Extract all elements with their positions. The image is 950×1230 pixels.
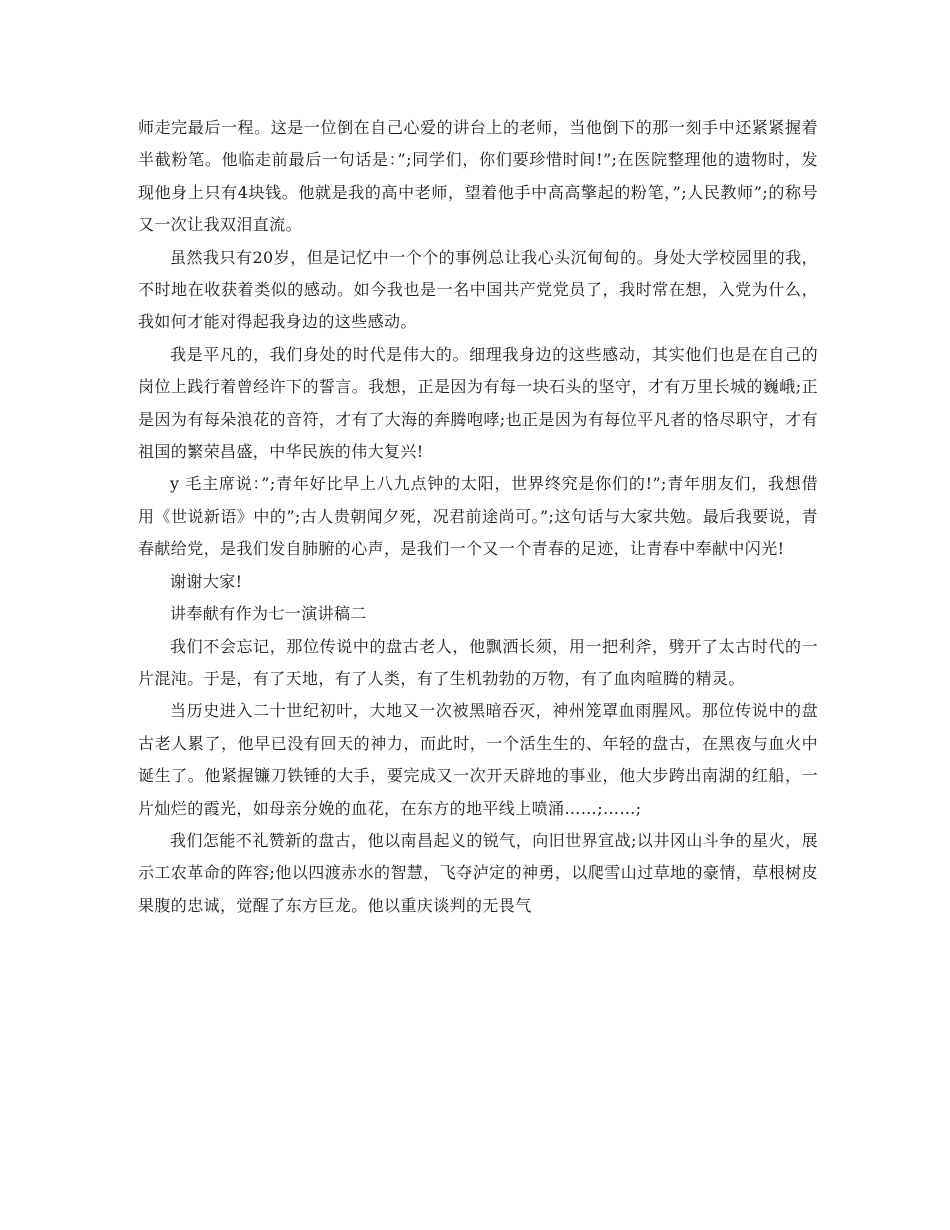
paragraph-2: 虽然我只有20岁，但是记忆中一个个的事例总让我心头沉甸甸的。身处大学校园里的我，不时地在收获着类似的感动。如今我也是一名中国共产党党员了，我时常在想，入党为什么，我如何才能对得起我身边的这些感动。 [138, 247, 818, 332]
paragraph-4: y 毛主席说：”;青年好比早上八九点钟的太阳，世界终究是你们的!”;青年朋友们，我想借用《世说新语》中的”;古人贵朝闻夕死，况君前途尚可。”;这句话与大家共勉。最后我要说，青春献给党，是我们发自肺腑的心声，是我们一个又一个青春的足迹，让青春中奉献中闪光! [138, 474, 818, 559]
paragraph-3: 我是平凡的，我们身处的时代是伟大的。细理我身边的这些感动，其实他们也是在自己的岗位上践行着曾经许下的誓言。我想，正是因为有每一块石头的坚守，才有万里长城的巍峨;正是因为有每朵浪花的音符，才有了大海的奔腾咆哮;也正是因为有每位平凡者的恪尽职守，才有祖国的繁荣昌盛，中华民族的伟大复兴! [138, 344, 818, 462]
paragraph-5: 谢谢大家! [170, 571, 243, 591]
paragraph-1: 师走完最后一程。这是一位倒在自己心爱的讲台上的老师，当他倒下的那一刻手中还紧紧握着半截粉笔。他临走前最后一句话是：”;同学们，你们要珍惜时间!”;在医院整理他的遗物时，发现他身上只有4块钱。他就是我的高中老师，望着他手中高高擎起的粉笔，”;人民教师”;的称号又一次让我双泪直流。 [138, 118, 818, 235]
paragraph-7: 当历史进入二十世纪初叶，大地又一次被黑暗吞灭，神州笼罩血雨腥风。那位传说中的盘古老人累了，他早已没有回天的神力，而此时，一个活生生的、年轻的盘古，在黑夜与血火中诞生了。他紧握镰刀铁锤的大手，要完成又一次开天辟地的事业，他大步跨出南湖的红船，一片灿烂的霞光，如母亲分娩的血花，在东方的地平线上喷涌……;……; [138, 701, 818, 818]
paragraph-6: 我们不会忘记，那位传说中的盘古老人，他飘洒长须，用一把利斧，劈开了太古时代的一片混沌。于是，有了天地，有了人类，有了生机勃勃的万物，有了血肉喧腾的精灵。 [138, 636, 818, 688]
document-body [138, 112, 818, 922]
section-heading: 讲奉献有作为七一演讲稿二 [170, 604, 367, 624]
paragraph-8: 我们怎能不礼赞新的盘古，他以南昌起义的锐气，向旧世界宣战;以井冈山斗争的星火，展示工农革命的阵容;他以四渡赤水的智慧，飞夺泸定的神勇，以爬雪山过草地的豪情，草根树皮果腹的忠诚，觉醒了东方巨龙。他以重庆谈判的无畏气 [138, 830, 818, 915]
